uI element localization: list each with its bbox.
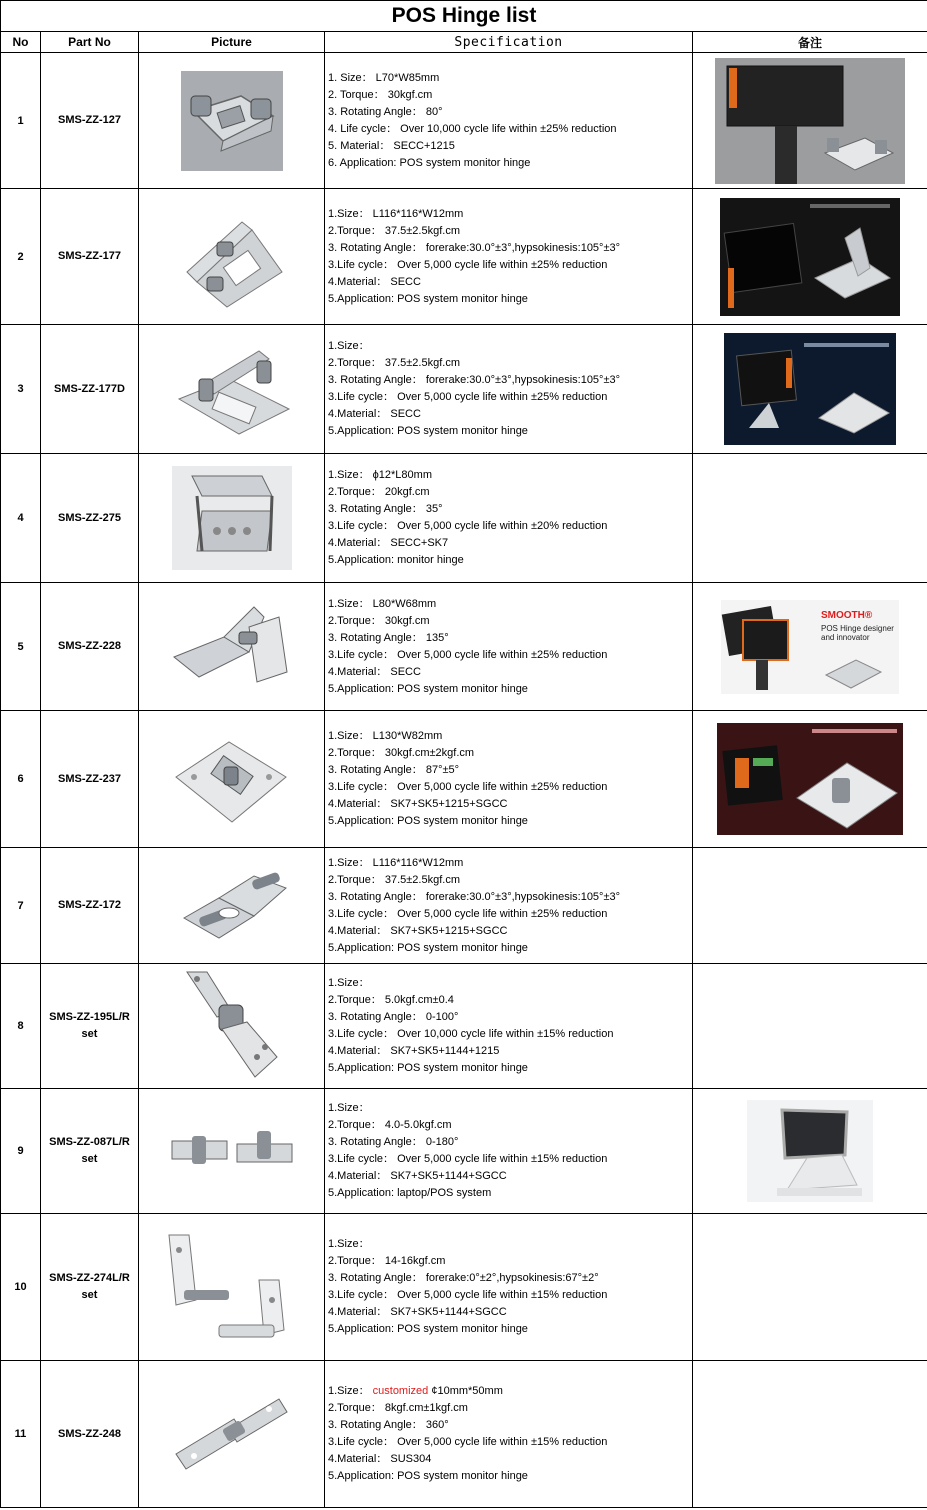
table-row	[1, 1089, 927, 1214]
row-number: 1	[1, 53, 41, 189]
row-number: 5	[1, 583, 41, 711]
table-row	[1, 848, 927, 964]
pos-monitor-photo	[693, 711, 927, 848]
customized-highlight: customized	[372, 1385, 429, 1397]
row-number: 10	[1, 1214, 41, 1361]
part-number: SMS-ZZ-195L/R set	[41, 964, 139, 1089]
hinge-237-picture	[139, 711, 325, 848]
hinge-177d-picture	[139, 325, 325, 454]
hinge-127-picture	[139, 53, 325, 189]
hinge-087-picture	[139, 1089, 325, 1214]
hinge-172-picture	[139, 848, 325, 964]
header-note: 备注	[693, 32, 927, 53]
pos-monitor-photo	[693, 583, 927, 711]
specification: 1.Size： 2.Torque： 37.5±2.5kgf.cm 3. Rotating Angle： forerake:30.0°±3°,hypsokinesis:105°±3° 3.Life cycle： Over 5,000 cycle life within ±25% reduction 4.Material： SECC 5.Application: POS system monitor hinge	[325, 325, 693, 454]
specification: 1.Size： L80*W68mm 2.Torque： 30kgf.cm 3. Rotating Angle： 135° 3.Life cycle： Over 5,000 cycle life within ±25% reduction 4.Material： SECC 5.Application: POS system monitor hinge	[325, 583, 693, 711]
row-number: 9	[1, 1089, 41, 1214]
note-empty	[693, 848, 927, 964]
table-row	[1, 325, 927, 454]
hinge-274-picture	[139, 1214, 325, 1361]
row-number: 3	[1, 325, 41, 454]
table-row	[1, 1214, 927, 1361]
specification: 1. Size： L70*W85mm 2. Torque： 30kgf.cm 3. Rotating Angle： 80° 4. Life cycle： Over 10,000 cycle life within ±25% reduction 5. Material： SECC+1215 6. Application: POS system monitor hinge	[325, 53, 693, 189]
pos-monitor-photo	[693, 189, 927, 325]
part-number: SMS-ZZ-237	[41, 711, 139, 848]
specification: 1.Size： 2.Torque： 5.0kgf.cm±0.4 3. Rotating Angle： 0-100° 3.Life cycle： Over 10,000 cycle life within ±15% reduction 4.Material： SK7+SK5+1144+1215 5.Application: POS system monitor hinge	[325, 964, 693, 1089]
table-row	[1, 189, 927, 325]
pos-terminal-photo	[693, 1089, 927, 1214]
note-empty	[693, 454, 927, 583]
specification: 1.Size： 2.Torque： 14-16kgf.cm 3. Rotating Angle： forerake:0°±2°,hypsokinesis:67°±2° 3.Life cycle： Over 5,000 cycle life within ±15% reduction 4.Material： SK7+SK5+1144+SGCC 5.Application: POS system monitor hinge	[325, 1214, 693, 1361]
smooth-brand: SMOOTH®	[821, 609, 873, 621]
pos-monitor-photo	[693, 325, 927, 454]
part-number: SMS-ZZ-172	[41, 848, 139, 964]
note-empty	[693, 1361, 927, 1508]
hinge-177-picture	[139, 189, 325, 325]
header-specification: Specification	[325, 32, 693, 53]
part-number: SMS-ZZ-177D	[41, 325, 139, 454]
part-number: SMS-ZZ-177	[41, 189, 139, 325]
specification: 1.Size： 2.Torque： 4.0-5.0kgf.cm 3. Rotating Angle： 0-180° 3.Life cycle： Over 5,000 cycle life within ±15% reduction 4.Material： SK7+SK5+1144+SGCC 5.Application: laptop/POS system	[325, 1089, 693, 1214]
svg-text:and innovator: and innovator	[821, 632, 870, 642]
note-empty	[693, 964, 927, 1089]
table-row	[1, 1361, 927, 1508]
row-number: 7	[1, 848, 41, 964]
row-number: 11	[1, 1361, 41, 1508]
table-row	[1, 53, 927, 189]
part-number: SMS-ZZ-274L/R set	[41, 1214, 139, 1361]
note-empty	[693, 1214, 927, 1361]
part-number: SMS-ZZ-248	[41, 1361, 139, 1508]
part-number: SMS-ZZ-228	[41, 583, 139, 711]
specification: 1.Size： customized ¢10mm*50mm 2.Torque： 8kgf.cm±1kgf.cm 3. Rotating Angle： 360° 3.Life cycle： Over 5,000 cycle life within ±15% reduction 4.Material： SUS304 5.Application: POS system monitor hinge	[325, 1361, 693, 1508]
specification: 1.Size： ϕ12*L80mm 2.Torque： 20kgf.cm 3. Rotating Angle： 35° 3.Life cycle： Over 5,000 cycle life within ±20% reduction 4.Material： SECC+SK7 5.Application: monitor hinge	[325, 454, 693, 583]
specification: 1.Size： L116*116*W12mm 2.Torque： 37.5±2.5kgf.cm 3. Rotating Angle： forerake:30.0°±3°,hypsokinesis:105°±3° 3.Life cycle： Over 5,000 cycle life within ±25% reduction 4.Material： SK7+SK5+1215+SGCC 5.Application: POS system monitor hinge	[325, 848, 693, 964]
part-number: SMS-ZZ-087L/R set	[41, 1089, 139, 1214]
table-row	[1, 583, 927, 711]
part-number: SMS-ZZ-127	[41, 53, 139, 189]
row-number: 4	[1, 454, 41, 583]
hinge-275-picture	[139, 454, 325, 583]
table-row	[1, 711, 927, 848]
header-picture: Picture	[139, 32, 325, 53]
hinge-195-picture	[139, 964, 325, 1089]
specification: 1.Size： L130*W82mm 2.Torque： 30kgf.cm±2kgf.cm 3. Rotating Angle： 87°±5° 3.Life cycle： Over 5,000 cycle life within ±25% reduction 4.Material： SK7+SK5+1215+SGCC 5.Application: POS system monitor hinge	[325, 711, 693, 848]
header-no: No	[1, 32, 41, 53]
svg-text:POS Hinge designer: POS Hinge designer	[821, 623, 894, 633]
table-row	[1, 454, 927, 583]
hinge-248-picture	[139, 1361, 325, 1508]
header-part-no: Part No	[41, 32, 139, 53]
row-number: 2	[1, 189, 41, 325]
row-number: 8	[1, 964, 41, 1089]
table-row	[1, 964, 927, 1089]
row-number: 6	[1, 711, 41, 848]
pos-monitor-photo	[693, 53, 927, 189]
part-number: SMS-ZZ-275	[41, 454, 139, 583]
page-title: POS Hinge list	[1, 1, 927, 32]
specification: 1.Size： L116*116*W12mm 2.Torque： 37.5±2.5kgf.cm 3. Rotating Angle： forerake:30.0°±3°,hypsokinesis:105°±3° 3.Life cycle： Over 5,000 cycle life within ±25% reduction 4.Material： SECC 5.Application: POS system monitor hinge	[325, 189, 693, 325]
hinge-228-picture	[139, 583, 325, 711]
